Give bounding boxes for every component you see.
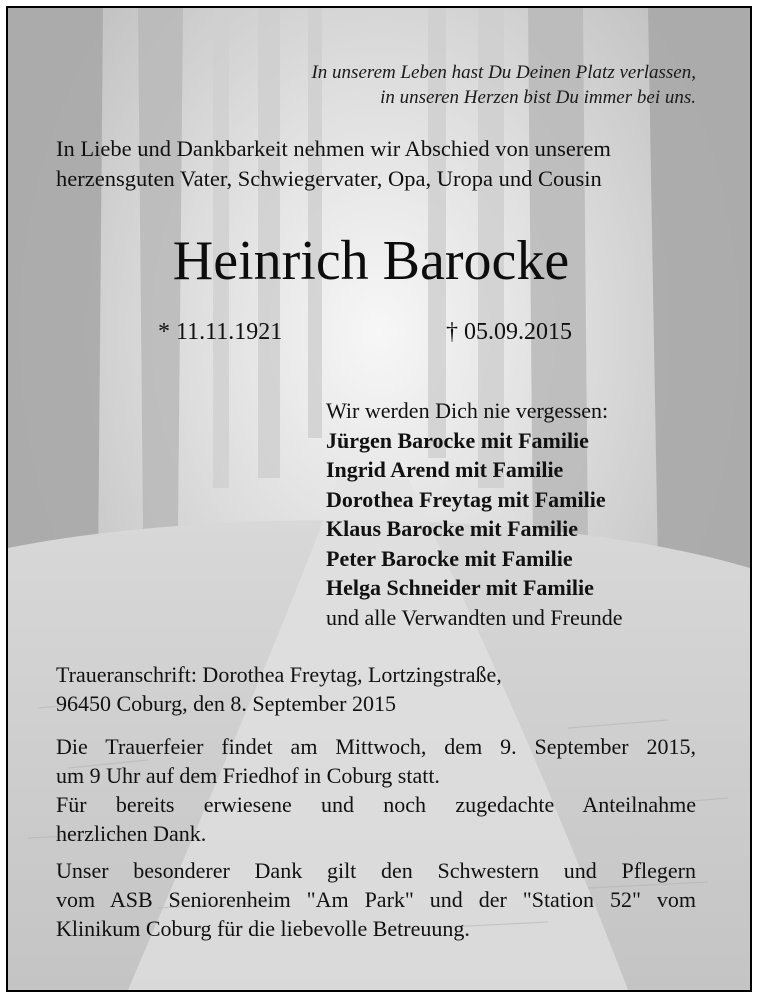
thanks-line-1: Unser besonderer Dank gilt den Schwestern und Pflegern: [56, 858, 696, 883]
intro-line-2: herzensguten Vater, Schwiegervater, Opa, Uropa und Cousin: [56, 166, 602, 191]
thanks-line-3: Klinikum Coburg für die liebevolle Betreuung.: [56, 916, 470, 941]
deceased-name: Heinrich Barocke: [172, 230, 570, 292]
motto-quote: [311, 60, 696, 110]
ceremony-line-3: Für bereits erwiesene und noch zugedachte Anteilnahme: [56, 792, 696, 817]
address-line-2: 96450 Coburg, den 8. September 2015: [56, 691, 396, 716]
mourner-family: Peter Barocke mit Familie: [326, 545, 573, 571]
mourners-heading: Wir werden Dich nie vergessen:: [326, 398, 609, 423]
motto-line-2: in unseren Herzen bist Du immer bei uns.: [380, 87, 696, 108]
mourners-closing: und alle Verwandten und Freunde: [326, 604, 623, 630]
ceremony-line-1: Die Trauerfeier findet am Mittwoch, dem 9. September 2015,: [56, 734, 696, 759]
motto-line-1: In unserem Leben hast Du Deinen Platz verlassen,: [311, 62, 696, 83]
birth-date: * 11.11.1921: [158, 319, 283, 345]
thanks-line-2: vom ASB Seniorenheim "Am Park" und der "Station 52" vom: [56, 887, 696, 912]
ceremony-line-4: herzlichen Dank.: [56, 821, 207, 846]
intro-text: [56, 134, 716, 194]
ceremony-line-2: um 9 Uhr auf dem Friedhof in Coburg statt.: [56, 763, 440, 788]
thanks-paragraph: [56, 856, 696, 943]
ceremony-and-thanks: [56, 732, 696, 951]
intro-line-1: In Liebe und Dankbarkeit nehmen wir Abschied von unserem: [56, 136, 611, 161]
mourner-family: Dorothea Freytag mit Familie: [326, 486, 606, 512]
mourner-family: Jürgen Barocke mit Familie: [326, 427, 589, 453]
mourning-address: [56, 660, 502, 718]
mourner-family: Helga Schneider mit Familie: [326, 575, 594, 600]
mourners-list: [326, 396, 623, 632]
mourner-family: Klaus Barocke mit Familie: [326, 516, 578, 541]
mourner-family: Ingrid Arend mit Familie: [326, 457, 564, 482]
death-date: † 05.09.2015: [446, 319, 572, 345]
address-line-1: Traueranschrift: Dorothea Freytag, Lortzingstraße,: [56, 662, 502, 687]
obituary-frame: [6, 6, 752, 992]
ceremony-paragraph: [56, 732, 696, 848]
